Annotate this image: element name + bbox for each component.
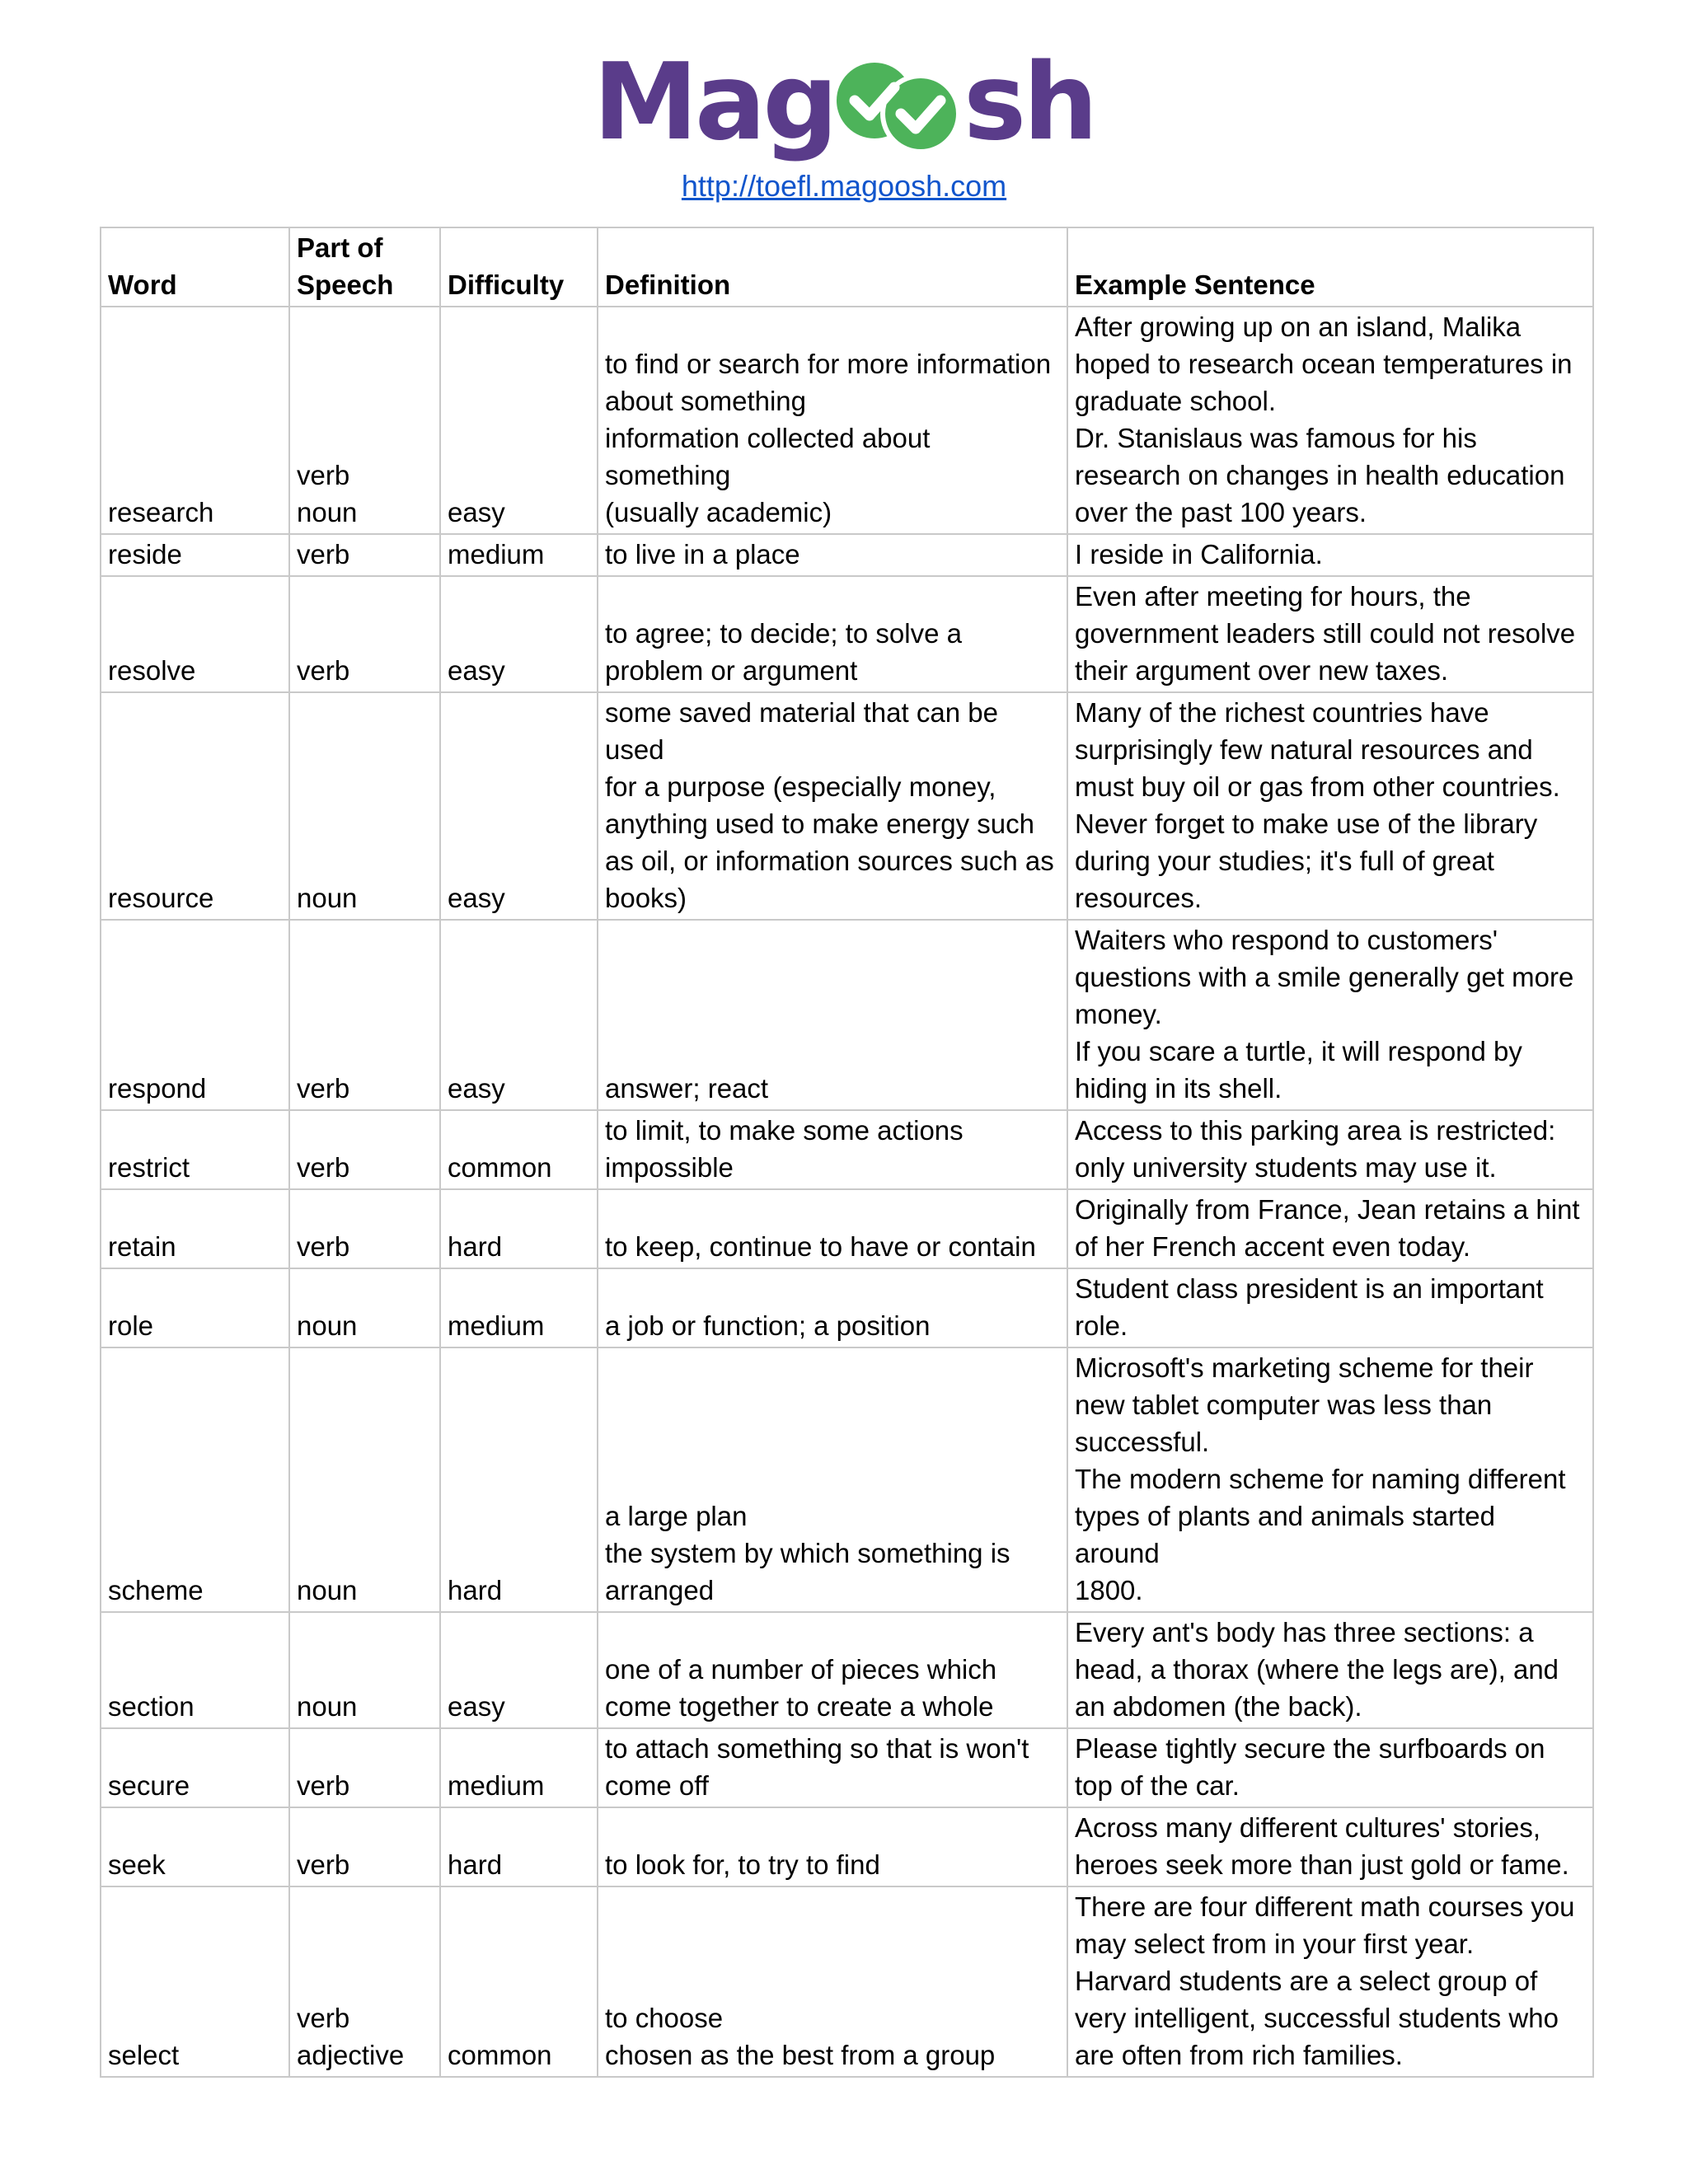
definition-line: the system by which something is <box>605 1538 1010 1568</box>
example-sentence-cell <box>1067 692 1593 920</box>
example-line: 1800. <box>1075 1575 1143 1605</box>
example-line: The modern scheme for naming different <box>1075 1464 1566 1494</box>
part-of-speech-line: verb <box>297 655 350 686</box>
part-of-speech-line: verb <box>297 1231 350 1262</box>
definition-line: to look for, to try to find <box>605 1849 880 1880</box>
example-line: Waiters who respond to customers' <box>1075 925 1498 955</box>
definition-line: books) <box>605 883 687 913</box>
part-of-speech-line: verb <box>297 1152 350 1183</box>
header-pos-line: Speech <box>297 269 394 300</box>
example-line: are often from rich families. <box>1075 2040 1403 2070</box>
definition-line: some saved material that can be used <box>605 697 998 765</box>
definition-cell <box>598 1347 1067 1612</box>
definition-cell <box>598 1886 1067 2077</box>
logo-wordmark <box>593 41 1095 164</box>
part-of-speech-line: verb <box>297 1770 350 1801</box>
example-line: Many of the richest countries have <box>1075 697 1489 728</box>
definition-line: problem or argument <box>605 655 858 686</box>
double-checkmark-icon <box>832 56 964 158</box>
example-line: head, a thorax (where the legs are), and <box>1075 1654 1559 1685</box>
header-difficulty: Difficulty <box>440 227 598 307</box>
example-line: Across many different cultures' stories, <box>1075 1812 1541 1843</box>
example-line: surprisingly few natural resources and <box>1075 734 1533 765</box>
example-line: government leaders still could not resolve <box>1075 618 1576 649</box>
part-of-speech-cell <box>289 1612 440 1728</box>
table-row <box>101 1347 1593 1612</box>
example-line: of her French accent even today. <box>1075 1231 1470 1262</box>
table-row <box>101 534 1593 576</box>
header-pos-line: Part of <box>297 232 383 263</box>
word-cell: research <box>101 307 289 534</box>
definition-line: anything used to make energy such <box>605 808 1034 839</box>
example-line: Every ant's body has three sections: a <box>1075 1617 1534 1647</box>
word-cell: reside <box>101 534 289 576</box>
definition-cell <box>598 534 1067 576</box>
definition-line: (usually academic) <box>605 497 832 527</box>
magoosh-logo <box>0 41 1688 165</box>
definition-cell <box>598 1110 1067 1189</box>
difficulty-cell: common <box>440 1110 598 1189</box>
example-line: hiding in its shell. <box>1075 1073 1282 1104</box>
definition-line: to agree; to decide; to solve a <box>605 618 962 649</box>
example-sentence-cell <box>1067 576 1593 692</box>
example-line: money. <box>1075 999 1162 1029</box>
part-of-speech-line: adjective <box>297 2040 405 2070</box>
word-cell: secure <box>101 1728 289 1807</box>
difficulty-cell: easy <box>440 692 598 920</box>
definition-cell <box>598 1807 1067 1886</box>
example-line: top of the car. <box>1075 1770 1240 1801</box>
header-part-of-speech <box>289 227 440 307</box>
example-line: over the past 100 years. <box>1075 497 1367 527</box>
part-of-speech-line: noun <box>297 1691 358 1722</box>
part-of-speech-line: verb <box>297 2003 350 2033</box>
definition-line: to find or search for more information <box>605 349 1052 379</box>
example-line: Never forget to make use of the library <box>1075 808 1538 839</box>
example-line: an abdomen (the back). <box>1075 1691 1362 1722</box>
definition-line: information collected about something <box>605 423 931 490</box>
example-line: Originally from France, Jean retains a hint <box>1075 1194 1580 1225</box>
definition-line: to choose <box>605 2003 724 2033</box>
part-of-speech-cell <box>289 576 440 692</box>
site-url-container <box>0 169 1688 204</box>
definition-cell <box>598 307 1067 534</box>
example-line: Even after meeting for hours, the <box>1075 581 1471 612</box>
part-of-speech-line: verb <box>297 460 350 490</box>
difficulty-cell: easy <box>440 920 598 1110</box>
header-example-sentence: Example Sentence <box>1067 227 1593 307</box>
example-line: research on changes in health education <box>1075 460 1565 490</box>
part-of-speech-cell <box>289 1728 440 1807</box>
header-row <box>101 227 1593 307</box>
example-line: I reside in California. <box>1075 539 1323 569</box>
word-cell: scheme <box>101 1347 289 1612</box>
part-of-speech-cell <box>289 920 440 1110</box>
definition-line: a job or function; a position <box>605 1310 931 1341</box>
example-line: role. <box>1075 1310 1128 1341</box>
part-of-speech-line: noun <box>297 883 358 913</box>
example-line: Student class president is an important <box>1075 1273 1544 1304</box>
example-line: Please tightly secure the surfboards on <box>1075 1733 1545 1764</box>
word-cell: resolve <box>101 576 289 692</box>
example-line: their argument over new taxes. <box>1075 655 1449 686</box>
example-sentence-cell <box>1067 920 1593 1110</box>
example-line: must buy oil or gas from other countries. <box>1075 771 1560 802</box>
part-of-speech-line: noun <box>297 1575 358 1605</box>
example-sentence-cell <box>1067 1807 1593 1886</box>
part-of-speech-line: noun <box>297 1310 358 1341</box>
example-sentence-cell <box>1067 1347 1593 1612</box>
definition-line: impossible <box>605 1152 734 1183</box>
example-line: Microsoft's marketing scheme for their <box>1075 1352 1534 1383</box>
example-line: may select from in your first year. <box>1075 1929 1475 1959</box>
example-line: Harvard students are a select group of <box>1075 1966 1538 1996</box>
definition-line: to live in a place <box>605 539 800 569</box>
example-sentence-cell <box>1067 534 1593 576</box>
definition-line: about something <box>605 386 807 416</box>
word-cell: section <box>101 1612 289 1728</box>
word-cell: role <box>101 1268 289 1347</box>
example-line: Dr. Stanislaus was famous for his <box>1075 423 1477 453</box>
table-row <box>101 1110 1593 1189</box>
part-of-speech-cell <box>289 1886 440 2077</box>
definition-line: to keep, continue to have or contain <box>605 1231 1036 1262</box>
example-line: hoped to research ocean temperatures in <box>1075 349 1573 379</box>
header-word: Word <box>101 227 289 307</box>
logo-suffix: sh <box>964 41 1095 164</box>
definition-line: chosen as the best from a group <box>605 2040 996 2070</box>
definition-line: as oil, or information sources such as <box>605 846 1054 876</box>
example-line: graduate school. <box>1075 386 1277 416</box>
part-of-speech-cell <box>289 692 440 920</box>
word-cell: resource <box>101 692 289 920</box>
site-url-link[interactable]: http://toefl.magoosh.com <box>681 169 1007 203</box>
part-of-speech-cell <box>289 1189 440 1268</box>
table-row <box>101 1268 1593 1347</box>
table-row <box>101 307 1593 534</box>
table-row <box>101 1728 1593 1807</box>
part-of-speech-cell <box>289 534 440 576</box>
difficulty-cell: hard <box>440 1347 598 1612</box>
definition-cell <box>598 576 1067 692</box>
definition-cell <box>598 1268 1067 1347</box>
definition-line: come off <box>605 1770 709 1801</box>
difficulty-cell: hard <box>440 1189 598 1268</box>
table-row <box>101 692 1593 920</box>
example-line: After growing up on an island, Malika <box>1075 312 1522 342</box>
part-of-speech-cell <box>289 307 440 534</box>
part-of-speech-line: noun <box>297 497 358 527</box>
definition-cell <box>598 1612 1067 1728</box>
example-line: heroes seek more than just gold or fame. <box>1075 1849 1569 1880</box>
definition-cell <box>598 1728 1067 1807</box>
part-of-speech-cell <box>289 1347 440 1612</box>
part-of-speech-cell <box>289 1268 440 1347</box>
part-of-speech-cell <box>289 1110 440 1189</box>
difficulty-cell: medium <box>440 534 598 576</box>
definition-line: to limit, to make some actions <box>605 1115 964 1146</box>
difficulty-cell: easy <box>440 1612 598 1728</box>
table-row <box>101 1612 1593 1728</box>
part-of-speech-cell <box>289 1807 440 1886</box>
definition-cell <box>598 1189 1067 1268</box>
definition-line: one of a number of pieces which <box>605 1654 997 1685</box>
example-line: types of plants and animals started around <box>1075 1501 1495 1568</box>
difficulty-cell: hard <box>440 1807 598 1886</box>
example-sentence-cell <box>1067 1268 1593 1347</box>
example-line: successful. <box>1075 1427 1210 1457</box>
word-cell: select <box>101 1886 289 2077</box>
definition-line: to attach something so that is won't <box>605 1733 1029 1764</box>
part-of-speech-line: verb <box>297 1073 350 1104</box>
definition-cell <box>598 692 1067 920</box>
example-line: If you scare a turtle, it will respond by <box>1075 1036 1522 1066</box>
header-definition: Definition <box>598 227 1067 307</box>
part-of-speech-line: verb <box>297 1849 350 1880</box>
logo-prefix: Mag <box>593 41 836 164</box>
part-of-speech-line: verb <box>297 539 350 569</box>
example-line: Access to this parking area is restricted: <box>1075 1115 1556 1146</box>
table-row <box>101 1807 1593 1886</box>
example-sentence-cell <box>1067 1886 1593 2077</box>
example-line: There are four different math courses you <box>1075 1891 1575 1922</box>
word-cell: restrict <box>101 1110 289 1189</box>
example-line: during your studies; it's full of great <box>1075 846 1494 876</box>
example-sentence-cell <box>1067 1728 1593 1807</box>
example-sentence-cell <box>1067 307 1593 534</box>
example-sentence-cell <box>1067 1110 1593 1189</box>
difficulty-cell: medium <box>440 1728 598 1807</box>
difficulty-cell: easy <box>440 307 598 534</box>
example-line: very intelligent, successful students who <box>1075 2003 1559 2033</box>
definition-line: answer; react <box>605 1073 769 1104</box>
example-line: resources. <box>1075 883 1203 913</box>
difficulty-cell: medium <box>440 1268 598 1347</box>
vocabulary-table <box>100 227 1594 2078</box>
word-cell: respond <box>101 920 289 1110</box>
word-cell: retain <box>101 1189 289 1268</box>
definition-line: for a purpose (especially money, <box>605 771 996 802</box>
example-line: only university students may use it. <box>1075 1152 1497 1183</box>
difficulty-cell: easy <box>440 576 598 692</box>
example-line: new tablet computer was less than <box>1075 1390 1493 1420</box>
definition-line: a large plan <box>605 1501 748 1531</box>
word-cell: seek <box>101 1807 289 1886</box>
definition-line: arranged <box>605 1575 715 1605</box>
definition-line: come together to create a whole <box>605 1691 994 1722</box>
example-sentence-cell <box>1067 1612 1593 1728</box>
definition-cell <box>598 920 1067 1110</box>
table-row <box>101 1189 1593 1268</box>
table-row <box>101 1886 1593 2077</box>
table-row <box>101 576 1593 692</box>
table-row <box>101 920 1593 1110</box>
example-sentence-cell <box>1067 1189 1593 1268</box>
difficulty-cell: common <box>440 1886 598 2077</box>
example-line: questions with a smile generally get more <box>1075 962 1574 992</box>
